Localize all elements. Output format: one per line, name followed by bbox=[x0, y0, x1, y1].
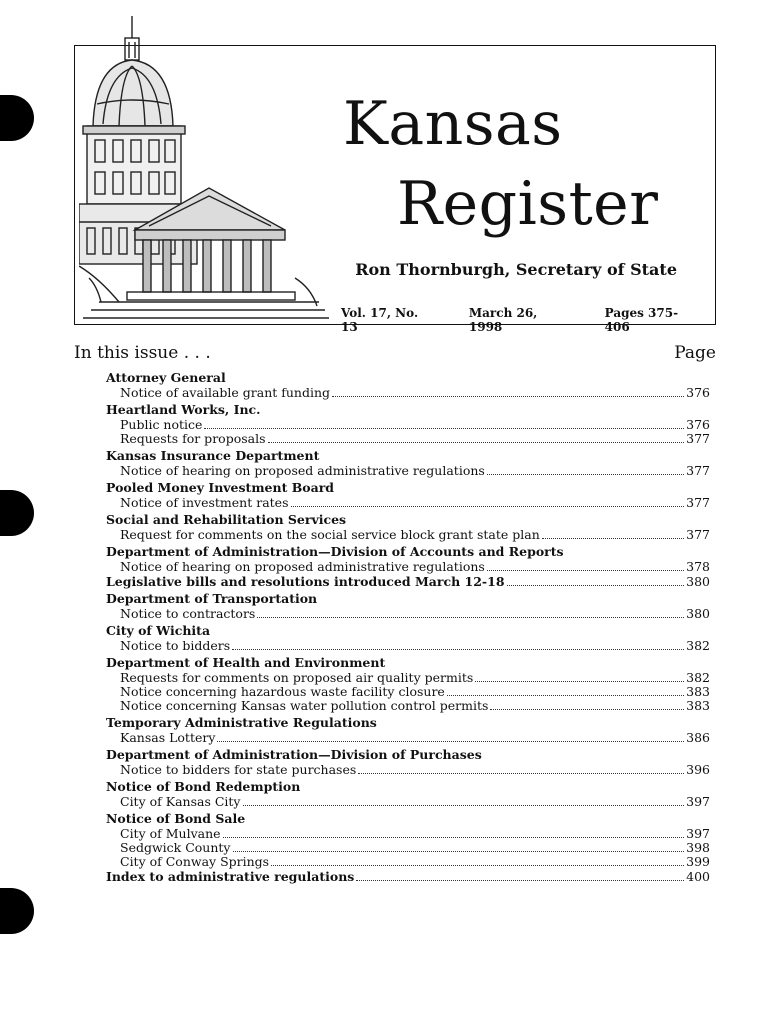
toc-entry-page: 383 bbox=[686, 698, 710, 713]
toc-entry-page: 377 bbox=[686, 463, 710, 478]
dot-leader bbox=[475, 681, 684, 682]
toc-entry-page: 399 bbox=[686, 854, 710, 869]
toc-entry-label: Request for comments on the social service block grant state plan bbox=[120, 527, 540, 542]
toc-entry-label: Notice to bidders bbox=[120, 638, 231, 653]
toc-entry bbox=[106, 685, 710, 699]
toc-entry-label: Notice of hearing on proposed administrative regulations bbox=[120, 559, 485, 574]
dot-leader bbox=[243, 805, 685, 806]
toc-section-title: Department of Transportation bbox=[106, 591, 318, 606]
toc-section bbox=[106, 575, 710, 589]
toc-entry bbox=[106, 841, 710, 855]
toc-entry-page: 383 bbox=[686, 684, 710, 699]
toc-entry-label: Kansas Lottery bbox=[120, 730, 216, 745]
punch-hole-bottom bbox=[0, 888, 34, 934]
toc-entry bbox=[106, 731, 710, 745]
contents-header bbox=[74, 343, 716, 363]
toc-entry-page: 377 bbox=[686, 527, 710, 542]
toc-section bbox=[106, 402, 710, 446]
toc-section bbox=[106, 370, 710, 400]
toc-entry-page: 400 bbox=[686, 869, 710, 884]
toc-entry-label: Notice of hearing on proposed administrative regulations bbox=[120, 463, 485, 478]
toc-entry-label: Sedgwick County bbox=[120, 840, 231, 855]
table-of-contents bbox=[106, 368, 710, 885]
dot-leader bbox=[542, 538, 684, 539]
dot-leader bbox=[487, 570, 684, 571]
toc-entry-label: Requests for comments on proposed air quality permits bbox=[120, 670, 474, 685]
toc-entry-label: Notice of investment rates bbox=[120, 495, 289, 510]
toc-entry bbox=[106, 870, 710, 884]
toc-entry-label: Index to administrative regulations bbox=[106, 869, 355, 884]
toc-entry-page: 378 bbox=[686, 559, 710, 574]
masthead-subtitle: Ron Thornburgh, Secretary of State bbox=[355, 260, 677, 279]
dot-leader bbox=[268, 442, 685, 443]
toc-entry bbox=[106, 671, 710, 685]
issue-date: March 26, 1998 bbox=[468, 306, 538, 334]
toc-section bbox=[106, 623, 710, 653]
toc-section bbox=[106, 779, 710, 809]
dot-leader bbox=[490, 709, 684, 710]
masthead-title-line2: Register bbox=[397, 169, 659, 239]
toc-entry-label: Notice concerning Kansas water pollution control permits bbox=[120, 698, 489, 713]
dot-leader bbox=[232, 649, 684, 650]
toc-entry-page: 377 bbox=[686, 431, 710, 446]
toc-entry bbox=[106, 763, 710, 777]
toc-entry-label: City of Kansas City bbox=[120, 794, 241, 809]
toc-entry-page: 376 bbox=[686, 385, 710, 400]
toc-entry-label: Public notice bbox=[120, 417, 203, 432]
toc-section bbox=[106, 870, 710, 884]
dot-leader bbox=[332, 396, 684, 397]
volume-number: Vol. 17, No. 13 bbox=[341, 306, 419, 334]
masthead bbox=[74, 45, 716, 334]
toc-section-title: Temporary Administrative Regulations bbox=[106, 715, 377, 730]
toc-entry-label: Requests for proposals bbox=[120, 431, 266, 446]
toc-entry bbox=[106, 432, 710, 446]
toc-section-title: Kansas Insurance Department bbox=[106, 448, 320, 463]
toc-entry-page: 398 bbox=[686, 840, 710, 855]
toc-section-title: City of Wichita bbox=[106, 623, 211, 638]
toc-entry-page: 380 bbox=[686, 606, 710, 621]
toc-entry-page: 397 bbox=[686, 826, 710, 841]
toc-entry-page: 376 bbox=[686, 417, 710, 432]
dot-leader bbox=[271, 865, 684, 866]
toc-section bbox=[106, 811, 710, 869]
toc-entry bbox=[106, 639, 710, 653]
toc-entry-page: 396 bbox=[686, 762, 710, 777]
toc-section-title: Notice of Bond Sale bbox=[106, 811, 246, 826]
dot-leader bbox=[507, 585, 685, 586]
toc-entry-page: 386 bbox=[686, 730, 710, 745]
punch-hole-middle bbox=[0, 490, 34, 536]
toc-entry bbox=[106, 418, 710, 432]
toc-entry-label: Notice of available grant funding bbox=[120, 385, 331, 400]
toc-entry bbox=[106, 560, 710, 574]
capitol-illustration bbox=[79, 16, 329, 322]
dot-leader bbox=[204, 428, 684, 429]
toc-entry-label: Notice to bidders for state purchases bbox=[120, 762, 357, 777]
toc-entry bbox=[106, 386, 710, 400]
toc-entry bbox=[106, 464, 710, 478]
toc-entry-label: Legislative bills and resolutions introduced March 12-18 bbox=[106, 574, 505, 589]
toc-section-title: Heartland Works, Inc. bbox=[106, 402, 261, 417]
masthead-title-line1: Kansas bbox=[343, 89, 563, 159]
toc-entry bbox=[106, 528, 710, 542]
toc-section bbox=[106, 512, 710, 542]
toc-section bbox=[106, 448, 710, 478]
toc-entry bbox=[106, 827, 710, 841]
toc-section-title: Department of Administration—Division of Purchases bbox=[106, 747, 482, 762]
toc-entry-label: Notice concerning hazardous waste facility closure bbox=[120, 684, 445, 699]
page-range: Pages 375-406 bbox=[604, 306, 679, 334]
contents-heading: In this issue . . . bbox=[74, 343, 211, 363]
dot-leader bbox=[291, 506, 685, 507]
dot-leader bbox=[233, 851, 685, 852]
dot-leader bbox=[223, 837, 685, 838]
issue-info bbox=[341, 306, 701, 334]
toc-section-title: Pooled Money Investment Board bbox=[106, 480, 335, 495]
toc-entry-label: Notice to contractors bbox=[120, 606, 256, 621]
toc-entry-page: 382 bbox=[686, 638, 710, 653]
toc-entry bbox=[106, 699, 710, 713]
toc-entry-page: 397 bbox=[686, 794, 710, 809]
toc-entry-page: 380 bbox=[686, 574, 710, 589]
toc-section bbox=[106, 591, 710, 621]
toc-entry-label: City of Conway Springs bbox=[120, 854, 270, 869]
toc-entry bbox=[106, 607, 710, 621]
toc-section-title: Department of Health and Environment bbox=[106, 655, 386, 670]
toc-entry-page: 377 bbox=[686, 495, 710, 510]
dot-leader bbox=[358, 773, 684, 774]
toc-section bbox=[106, 480, 710, 510]
toc-section bbox=[106, 655, 710, 713]
dot-leader bbox=[356, 880, 684, 881]
toc-entry bbox=[106, 496, 710, 510]
toc-section-title: Notice of Bond Redemption bbox=[106, 779, 301, 794]
toc-entry bbox=[106, 795, 710, 809]
dot-leader bbox=[257, 617, 684, 618]
toc-section-title: Department of Administration—Division of Accounts and Reports bbox=[106, 544, 564, 559]
toc-entry-label: City of Mulvane bbox=[120, 826, 221, 841]
toc-section-title: Social and Rehabilitation Services bbox=[106, 512, 347, 527]
toc-section bbox=[106, 544, 710, 574]
toc-section bbox=[106, 715, 710, 745]
dot-leader bbox=[447, 695, 684, 696]
dot-leader bbox=[487, 474, 684, 475]
dot-leader bbox=[217, 741, 684, 742]
toc-section bbox=[106, 747, 710, 777]
punch-hole-top bbox=[0, 95, 34, 141]
toc-entry bbox=[106, 575, 710, 589]
toc-entry-page: 382 bbox=[686, 670, 710, 685]
toc-section-title: Attorney General bbox=[106, 370, 226, 385]
toc-entry bbox=[106, 855, 710, 869]
page-column-heading: Page bbox=[674, 343, 716, 363]
